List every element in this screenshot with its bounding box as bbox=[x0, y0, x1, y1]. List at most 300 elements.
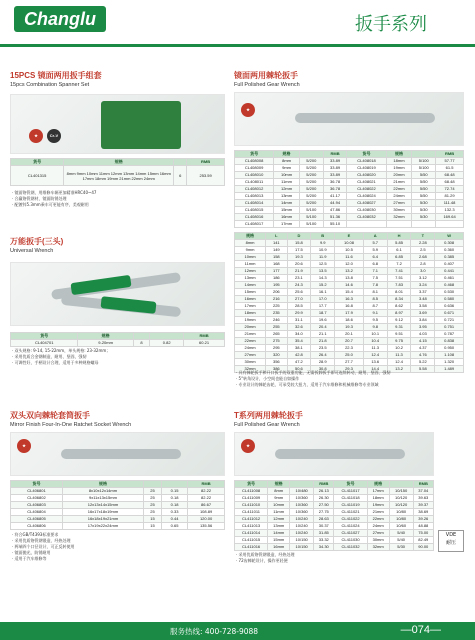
table-row bbox=[235, 296, 464, 303]
table-cell: 25.6 bbox=[287, 289, 311, 296]
cell: 9-20mm bbox=[78, 340, 133, 347]
section-title: 双头双向棘轮套筒扳手 bbox=[10, 411, 90, 420]
table-cell: 8.7 bbox=[363, 303, 387, 310]
vde-sublabel: 耐压 bbox=[445, 540, 456, 546]
table-cell: 15mm bbox=[235, 289, 266, 296]
table-cell: 5.22 bbox=[411, 359, 435, 366]
table-cell: 5/30 bbox=[412, 207, 436, 214]
table-cell: 10mm bbox=[268, 502, 290, 509]
spanner-case bbox=[101, 101, 181, 149]
table-cell: CL411011 bbox=[235, 509, 268, 516]
table-cell: 5/200 bbox=[299, 200, 323, 207]
table-cell: 10/360 bbox=[290, 495, 314, 502]
table-cell: CL408012 bbox=[235, 186, 274, 193]
table-cell: 25 bbox=[143, 488, 161, 495]
table-cell: 10.4 bbox=[363, 338, 387, 345]
table-cell: 15mm bbox=[268, 537, 290, 544]
th-code: 货号 bbox=[11, 333, 78, 340]
table-cell: CL411021 bbox=[334, 509, 367, 516]
table-cell: 17x19x22x24mm bbox=[62, 523, 143, 530]
table-cell: 5/100 bbox=[299, 214, 323, 221]
table-cell: 27.50 bbox=[314, 502, 334, 509]
table-cell: 246 bbox=[266, 317, 287, 324]
table-header: D bbox=[287, 233, 311, 240]
table-cell: 7.51 bbox=[387, 275, 411, 282]
table-header: T bbox=[411, 233, 435, 240]
table-cell: 82.22 bbox=[188, 495, 225, 502]
table-cell: CL408014 bbox=[235, 200, 274, 207]
table-cell: 34.0 bbox=[287, 331, 311, 338]
table-cell: CL411018 bbox=[334, 495, 367, 502]
table-cell: 10/240 bbox=[290, 530, 314, 537]
section-title: 万能扳手(三头) bbox=[10, 237, 64, 246]
table-cell bbox=[412, 221, 436, 228]
table-header: 货号 bbox=[235, 151, 274, 158]
table-cell: 81.29 bbox=[436, 193, 464, 200]
table-cell: 38.1 bbox=[287, 345, 311, 352]
th-spec: 规格 bbox=[64, 159, 174, 166]
table-row bbox=[11, 509, 225, 516]
table-cell: 21.1 bbox=[311, 331, 335, 338]
table-cell: 24mm bbox=[367, 523, 389, 530]
note-line: · 镜面铬钒钢，用维修车辆更加精准HRC40~47 bbox=[12, 190, 97, 195]
table-cell: 5/200 bbox=[299, 165, 323, 172]
table-cell: 18.6 bbox=[335, 317, 364, 324]
table-cell bbox=[386, 221, 412, 228]
table-cell: 82.22 bbox=[188, 488, 225, 495]
table-cell: 5/200 bbox=[299, 193, 323, 200]
table-cell: 27mm bbox=[235, 352, 266, 359]
table-row bbox=[235, 495, 434, 502]
table-cell: 6.1 bbox=[387, 247, 411, 254]
table-cell: 0.385 bbox=[435, 254, 464, 261]
section-universal-wrench bbox=[10, 236, 230, 254]
table-cell: 0.461 bbox=[435, 275, 464, 282]
table-row bbox=[235, 345, 464, 352]
table-cell: 10/120 bbox=[389, 502, 413, 509]
table-cell: 34.30 bbox=[314, 544, 334, 551]
table-cell: 30mm bbox=[235, 359, 266, 366]
table-cell: 4.37 bbox=[411, 345, 435, 352]
table-cell: 5/30 bbox=[412, 214, 436, 221]
table-cell: 18mm bbox=[386, 158, 412, 165]
table-row bbox=[11, 495, 225, 502]
table-cell: 5/200 bbox=[299, 158, 323, 165]
table-cell: 16.3 bbox=[335, 296, 364, 303]
table-cell: CL408027 bbox=[347, 200, 386, 207]
table-row bbox=[235, 158, 464, 165]
table-cell: 216 bbox=[266, 296, 287, 303]
note-line: · 合赢铬钒钢材，镜面防锈处理 bbox=[12, 196, 67, 201]
table-cell: 22mm bbox=[386, 186, 412, 193]
table-cell: 15 bbox=[143, 516, 161, 523]
table-cell: 27.75 bbox=[314, 509, 334, 516]
table-row bbox=[235, 509, 434, 516]
table-cell: 5.85 bbox=[387, 240, 411, 247]
table-cell: 7.8 bbox=[363, 282, 387, 289]
table-cell: 11mm bbox=[268, 509, 290, 516]
spanner-set-table bbox=[10, 158, 225, 186]
table-cell: CL408032 bbox=[347, 214, 386, 221]
note-line: · 采用优质合金钢制造，耐用、坚固、强韧 bbox=[12, 354, 87, 359]
table-row bbox=[235, 221, 464, 228]
table-cell: 15 bbox=[143, 523, 161, 530]
table-cell: 51.36 bbox=[323, 214, 347, 221]
table-cell: 0.787 bbox=[435, 331, 464, 338]
table-cell: 18mm bbox=[235, 310, 266, 317]
table-row bbox=[235, 172, 464, 179]
table-cell: 12.4 bbox=[387, 359, 411, 366]
table-cell: 5/40 bbox=[389, 537, 413, 544]
table-cell: 7.1 bbox=[363, 268, 387, 275]
table-cell: 20mm bbox=[235, 324, 266, 331]
table-cell: 90.00 bbox=[413, 544, 433, 551]
table-cell: 32mm bbox=[386, 214, 412, 221]
table-cell: 5/100 bbox=[299, 207, 323, 214]
table-cell: 13.2 bbox=[387, 366, 411, 373]
table-cell: 68.48 bbox=[436, 172, 464, 179]
table-row bbox=[235, 268, 464, 275]
table-cell: 8.5 bbox=[363, 296, 387, 303]
table-cell: 3.69 bbox=[411, 310, 435, 317]
table-row bbox=[235, 523, 434, 530]
table-cell: 82.49 bbox=[413, 537, 433, 544]
table-cell: 3.48 bbox=[411, 296, 435, 303]
table-row bbox=[235, 247, 464, 254]
table-cell: CL411012 bbox=[235, 516, 268, 523]
section-title: 镜面两用棘轮扳手 bbox=[234, 71, 298, 80]
table-cell: CL411032 bbox=[334, 544, 367, 551]
table-cell: 149 bbox=[266, 247, 287, 254]
table-cell: 0.15 bbox=[161, 488, 187, 495]
table-cell: 141 bbox=[266, 240, 287, 247]
table-cell: CL411017 bbox=[334, 488, 367, 495]
table-cell: 10/240 bbox=[290, 523, 314, 530]
table-cell: CL411024 bbox=[334, 523, 367, 530]
table-cell: CL406804 bbox=[11, 509, 63, 516]
table-cell: 32mm bbox=[235, 366, 266, 373]
table-cell: 9mm bbox=[235, 247, 266, 254]
table-header: 货号 bbox=[334, 481, 367, 488]
table-cell: 15.8 bbox=[287, 240, 311, 247]
table-cell: 39.63 bbox=[413, 495, 433, 502]
table-cell: 9.9 bbox=[311, 240, 335, 247]
table-cell: 2.68 bbox=[411, 254, 435, 261]
table-cell: 206 bbox=[266, 289, 287, 296]
table-cell: 21mm bbox=[235, 331, 266, 338]
table-cell: 20.6 bbox=[287, 261, 311, 268]
table-cell: 33.89 bbox=[323, 158, 347, 165]
note-line: · 采用优质铬钒钢锻造，经热处理 bbox=[236, 552, 295, 557]
wrench-body bbox=[61, 449, 181, 459]
table-row bbox=[11, 516, 225, 523]
table-cell: 19mm bbox=[367, 502, 389, 509]
table-header: 货号 bbox=[347, 151, 386, 158]
table-cell: 21mm bbox=[386, 179, 412, 186]
table-cell: 12.0 bbox=[335, 261, 364, 268]
table-cell: CL408008 bbox=[235, 158, 274, 165]
table-cell: 36.78 bbox=[323, 186, 347, 193]
section-gear-wrench bbox=[234, 70, 464, 88]
table-row bbox=[235, 165, 464, 172]
table-cell: 50.6 bbox=[287, 366, 311, 373]
table-cell: 48.88 bbox=[413, 523, 433, 530]
table-cell: 5.7 bbox=[363, 240, 387, 247]
table-cell: 10/360 bbox=[290, 502, 314, 509]
table-row bbox=[235, 186, 464, 193]
table-cell: 31.1 bbox=[287, 317, 311, 324]
table-cell: 0.950 bbox=[435, 345, 464, 352]
table-cell: 0.721 bbox=[435, 317, 464, 324]
table-cell: 5/50 bbox=[412, 179, 436, 186]
note-line: · 具有棘轮扳手和开口扳手的双重功能，无需拆卸扳手即可连续转动，耐用、坚固、强韧 bbox=[236, 370, 391, 375]
table-cell: 158 bbox=[266, 254, 287, 261]
table-cell: 5/40 bbox=[389, 530, 413, 537]
table-header bbox=[389, 481, 413, 488]
table-cell: CL408019 bbox=[347, 165, 386, 172]
table-cell: 0.65 bbox=[161, 523, 187, 530]
table-cell: 11.6 bbox=[335, 254, 364, 261]
table-cell: 26.4 bbox=[311, 352, 335, 359]
table-cell: 26.13 bbox=[314, 488, 334, 495]
table-cell: CL411019 bbox=[334, 502, 367, 509]
table-cell: 168 bbox=[266, 261, 287, 268]
table-header: L bbox=[266, 233, 287, 240]
note-line: · 适用于汽车维修等 bbox=[12, 556, 47, 561]
table-row bbox=[235, 324, 464, 331]
table-row bbox=[235, 179, 464, 186]
table-cell: 8x10x12x14mm bbox=[62, 488, 143, 495]
section-ratchet-socket bbox=[10, 410, 230, 428]
table-cell: 6.4 bbox=[363, 254, 387, 261]
table-cell: 108.89 bbox=[188, 509, 225, 516]
section-subtitle: Mirror Finish Four-In-One Ratchet Socket Wrench bbox=[10, 422, 132, 428]
table-cell: 32mm bbox=[367, 544, 389, 551]
table-cell: CL411027 bbox=[334, 530, 367, 537]
table-cell: 4.03 bbox=[411, 331, 435, 338]
table-cell: 17.7 bbox=[311, 303, 335, 310]
cell: 8 bbox=[133, 340, 149, 347]
table-cell: 265 bbox=[266, 331, 287, 338]
table-cell: 225 bbox=[266, 303, 287, 310]
table-row bbox=[235, 289, 464, 296]
table-cell: 0.671 bbox=[435, 310, 464, 317]
table-cell: 28.5 bbox=[287, 303, 311, 310]
table-cell: 10/150 bbox=[389, 488, 413, 495]
note-line: · 采用优质铬钒钢锻造，经热处理 bbox=[12, 538, 71, 543]
table-cell: 15.2 bbox=[311, 282, 335, 289]
table-cell: 22mm bbox=[235, 338, 266, 345]
table-cell: 9.31 bbox=[387, 324, 411, 331]
table-cell: 5/100 bbox=[412, 165, 436, 172]
table-cell: CL408022 bbox=[347, 186, 386, 193]
table-cell: CL406806 bbox=[11, 523, 63, 530]
table-cell: 20.4 bbox=[311, 324, 335, 331]
ratchet-socket-table bbox=[10, 480, 225, 530]
table-cell: 13mm bbox=[274, 193, 300, 200]
table-cell: 17mm bbox=[235, 303, 266, 310]
table-cell: 5/50 bbox=[412, 172, 436, 179]
table-header: H bbox=[387, 233, 411, 240]
table-cell: 12.5 bbox=[311, 261, 335, 268]
table-cell: 10.5 bbox=[335, 247, 364, 254]
table-header: A bbox=[363, 233, 387, 240]
note-line: · 配镀锌5.3mm乘车可更能有序，美观耐用 bbox=[12, 202, 89, 207]
section-title: 15PCS 镜面两用扳手组套 bbox=[10, 71, 102, 80]
table-cell: 14mm bbox=[274, 200, 300, 207]
note-line: · 两端四个口径设计，可正反转使用 bbox=[12, 544, 75, 549]
header-divider bbox=[0, 44, 475, 47]
table-cell: 24mm bbox=[235, 345, 266, 352]
table-cell: 9.75 bbox=[387, 338, 411, 345]
table-cell: 18mm bbox=[367, 495, 389, 502]
table-cell: 295 bbox=[266, 345, 287, 352]
cell: 60.21 bbox=[184, 340, 225, 347]
table-cell: 0.530 bbox=[435, 289, 464, 296]
table-row bbox=[235, 261, 464, 268]
table-row bbox=[235, 207, 464, 214]
table-cell: 17.9 bbox=[335, 310, 364, 317]
table-cell: CL408015 bbox=[235, 207, 274, 214]
table-cell: 8.34 bbox=[387, 296, 411, 303]
table-cell: 21.9 bbox=[287, 268, 311, 275]
table-cell: 5.58 bbox=[411, 366, 435, 373]
table-cell: 169.64 bbox=[436, 214, 464, 221]
table-header: 货号 bbox=[235, 481, 268, 488]
table-cell: CL408020 bbox=[347, 172, 386, 179]
table-cell: 33.89 bbox=[323, 165, 347, 172]
table-cell: 8.62 bbox=[387, 303, 411, 310]
gear-wrench-notes bbox=[236, 370, 464, 388]
table-cell: CL411010 bbox=[235, 502, 268, 509]
table-cell: 19.6 bbox=[311, 317, 335, 324]
table-cell: 11.3 bbox=[387, 352, 411, 359]
table-cell: 32.6 bbox=[287, 324, 311, 331]
table-cell: 177 bbox=[266, 268, 287, 275]
table-cell: 30mm bbox=[367, 537, 389, 544]
table-header bbox=[143, 481, 161, 488]
table-cell: 39.26 bbox=[413, 516, 433, 523]
table-cell: 9.51 bbox=[387, 331, 411, 338]
table-cell: 7.41 bbox=[387, 268, 411, 275]
table-row bbox=[235, 359, 464, 366]
gear-wrench-dimension-table bbox=[234, 232, 464, 373]
spanner-set-notes bbox=[12, 190, 227, 208]
note-line: · 镜面抛光，防锈耐用 bbox=[12, 550, 51, 555]
table-cell: 17mm bbox=[274, 221, 300, 228]
table-row bbox=[235, 214, 464, 221]
table-cell: 23.1 bbox=[287, 275, 311, 282]
spanner-set-image bbox=[10, 94, 225, 154]
table-cell: 10.1 bbox=[363, 331, 387, 338]
table-cell: 0.308 bbox=[435, 240, 464, 247]
table-cell: 8.97 bbox=[387, 310, 411, 317]
table-cell: CL411016 bbox=[235, 544, 268, 551]
table-cell: 8.1 bbox=[363, 289, 387, 296]
table-cell: 0.407 bbox=[435, 261, 464, 268]
brand-logo: Changlu bbox=[14, 6, 106, 32]
table-row bbox=[11, 488, 225, 495]
table-cell: CL408016 bbox=[235, 214, 274, 221]
table-cell: 132.3 bbox=[436, 207, 464, 214]
table-cell: 16mm bbox=[274, 214, 300, 221]
table-cell: 0.33 bbox=[161, 509, 187, 516]
table-cell: 0.44 bbox=[161, 516, 187, 523]
table-cell: 14.3 bbox=[311, 275, 335, 282]
section-title: T系列两用棘轮扳手 bbox=[234, 411, 303, 420]
table-row bbox=[235, 240, 464, 247]
table-row bbox=[11, 523, 225, 530]
table-cell: CL408011 bbox=[235, 179, 274, 186]
section-subtitle: Full Polished Gear Wrench bbox=[234, 422, 300, 428]
table-cell: 4.76 bbox=[411, 352, 435, 359]
table-cell: 10/120 bbox=[389, 495, 413, 502]
table-cell: 0.18 bbox=[161, 502, 187, 509]
th-rmb: RMB bbox=[184, 333, 225, 340]
table-cell: 13mm bbox=[235, 275, 266, 282]
table-header: 规格 bbox=[268, 481, 290, 488]
table-cell: 3.58 bbox=[411, 303, 435, 310]
table-cell: 8.01 bbox=[387, 289, 411, 296]
table-cell: 21.8 bbox=[311, 338, 335, 345]
table-cell: 29.9 bbox=[287, 310, 311, 317]
table-header: 货号 bbox=[11, 481, 63, 488]
table-cell: 0.441 bbox=[435, 268, 464, 275]
table-cell: 29.3 bbox=[335, 366, 364, 373]
table-cell: 72.74 bbox=[436, 186, 464, 193]
table-cell: 20.1 bbox=[335, 331, 364, 338]
table-cell: 10/150 bbox=[290, 537, 314, 544]
table-cell: CL408017 bbox=[235, 221, 274, 228]
table-cell: 14mm bbox=[235, 282, 266, 289]
note-line: · 符合GB/T4393标准要求 bbox=[12, 532, 59, 537]
table-cell: 17.0 bbox=[311, 296, 335, 303]
table-header bbox=[290, 481, 314, 488]
table-cell: 35.4 bbox=[287, 338, 311, 345]
table-cell: 5/100 bbox=[412, 158, 436, 165]
t-series-table bbox=[234, 480, 434, 551]
table-cell: 2.28 bbox=[411, 240, 435, 247]
table-cell: 14.4 bbox=[363, 366, 387, 373]
table-cell: 37.04 bbox=[413, 488, 433, 495]
cell-specs: 8mm 9mm 10mm 11mm 12mm 13mm 14mm 15mm 16mm 17mm 18mm 19mm 21mm 22mm 24mm bbox=[64, 166, 174, 186]
table-cell: 22mm bbox=[367, 516, 389, 523]
table-cell: 111.48 bbox=[436, 200, 464, 207]
table-cell: 16mm bbox=[268, 544, 290, 551]
quality-badge-icon: ★ bbox=[29, 129, 43, 143]
cell-code: CL401315 bbox=[11, 166, 64, 186]
vde-badge bbox=[438, 530, 464, 552]
table-cell: 10/80 bbox=[389, 516, 413, 523]
table-cell: 39.37 bbox=[413, 502, 433, 509]
table-header bbox=[299, 151, 323, 158]
table-header: RMB bbox=[323, 151, 347, 158]
table-cell: 10.2 bbox=[387, 345, 411, 352]
table-cell: 0.580 bbox=[435, 296, 464, 303]
table-cell: 135.56 bbox=[188, 523, 225, 530]
table-row bbox=[235, 282, 464, 289]
table-cell: CL408018 bbox=[347, 158, 386, 165]
t-series-notes bbox=[236, 552, 436, 564]
vde-label: VDE bbox=[445, 532, 457, 538]
table-cell: 10.08 bbox=[335, 240, 364, 247]
table-cell: 27mm bbox=[367, 530, 389, 537]
table-cell: 30.37 bbox=[314, 523, 334, 530]
table-cell: 24mm bbox=[386, 193, 412, 200]
table-cell: 3.0 bbox=[411, 268, 435, 275]
table-cell: 1.320 bbox=[435, 359, 464, 366]
table-cell: CL408021 bbox=[347, 179, 386, 186]
